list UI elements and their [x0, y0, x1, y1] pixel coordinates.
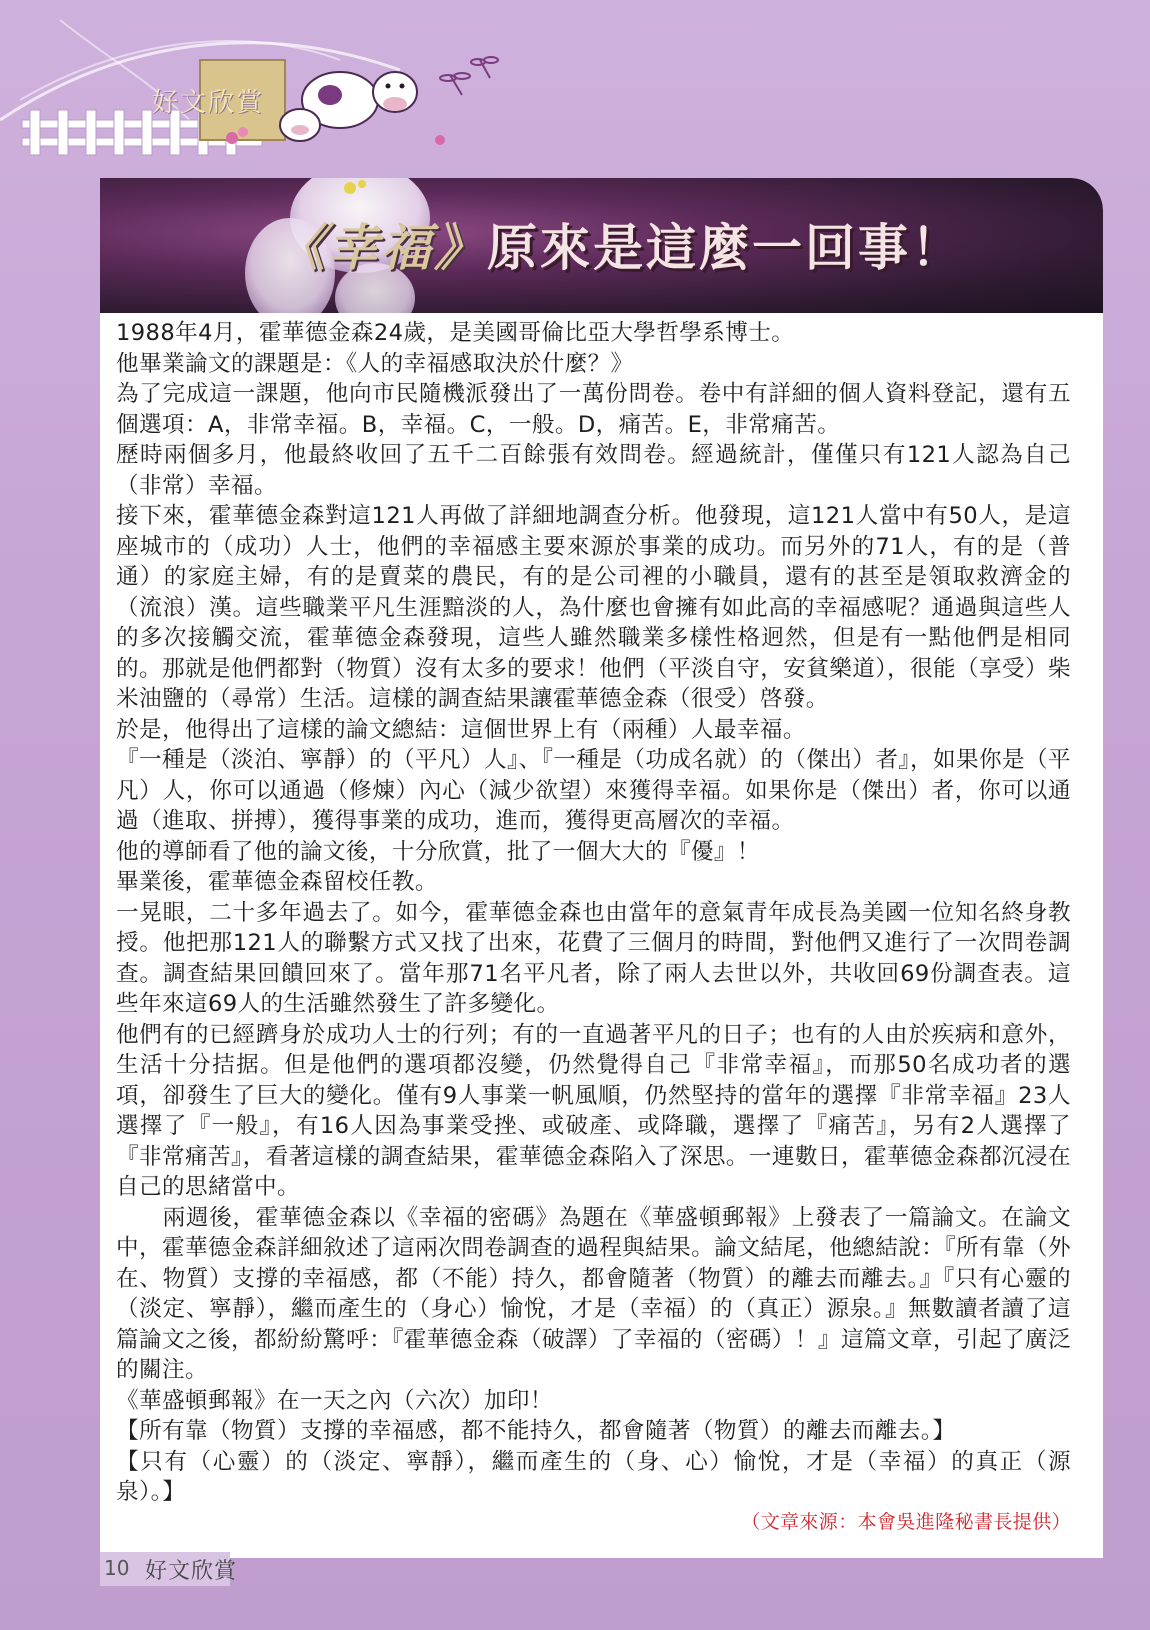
- article-card: [100, 178, 1103, 1558]
- paragraph: 他畢業論文的課題是：《人的幸福感取決於什麼？》: [116, 350, 634, 377]
- paragraph: 『一種是（淡泊、寧靜）的（平凡）人』、『一種是（功成名就）的（傑出）者』，如果你是（平凡）人，你可以通過（修煉）內心（減少欲望）來獲得幸福。如果你是（傑出）者，你可以通過（進取、拼搏），獲得事業的成功，進而，獲得更高層次的幸福。: [116, 747, 1071, 834]
- article-title: [275, 208, 964, 280]
- dragonfly-icon: [440, 57, 498, 95]
- paragraph: 【只有（心靈）的（淡定、寧靜），繼而產生的（身、心）愉悅，才是（幸福）的真正（源泉）。】: [116, 1448, 1071, 1505]
- paragraph: 畢業後，霍華德金森留校任教。: [116, 869, 438, 895]
- cow-icon: [280, 72, 417, 141]
- section-tag: 好文欣賞: [152, 88, 265, 118]
- paragraph: 他們有的已經躋身於成功人士的行列；有的一直過著平凡的日子；也有的人由於疾病和意外，生活十分拮据。但是他們的選項都沒變，仍然覺得自己『非常幸福』，而那50名成功者的選項，卻發生了巨大的變化。僅有9人事業一帆風順，仍然堅持的當年的選擇『非常幸福』23人選擇了『一般』，有16人因為事業受挫、或破產、或降職，選擇了『痛苦』，另有2人選擇了『非常痛苦』，看著這樣的調查結果，霍華德金森陷入了深思。一連數日，霍華德金森都沉浸在自己的思緒當中。: [116, 1021, 1071, 1200]
- paragraph: 《華盛頓郵報》在一天之內（六次）加印！: [116, 1387, 553, 1414]
- paragraph: 他的導師看了他的論文後，十分欣賞，批了一個大大的『優』！: [116, 838, 760, 865]
- paragraph: 一晃眼，二十多年過去了。如今，霍華德金森也由當年的意氣青年成長為美國一位知名終身教授。他把那121人的聯繫方式又找了出來，花費了三個月的時間，對他們又進行了一次問卷調查。調查結果回饋回來了。當年那71名平凡者，除了兩人去世以外，共收回69份調查表。這些年來這69人的生活雖然發生了許多變化。: [116, 899, 1071, 1017]
- fence-illustration: [0, 0, 560, 175]
- paragraph: 接下來，霍華德金森對這121人再做了詳細地調查分析。他發現，這121人當中有50人，是這座城市的（成功）人士，他們的幸福感主要來源於事業的成功。而另外的71人，有的是（普通）的家庭主婦，有的是賣菜的農民，有的是公司裡的小職員，還有的甚至是領取救濟金的（流浪）漢。這些職業平凡生涯黯淡的人，為什麼也會擁有如此高的幸福感呢？通過與這些人的多次接觸交流，霍華德金森發現，這些人雖然職業多樣性格迥然，但是有一點他們是相同的。那就是他們都對（物質）沒有太多的要求！他們（平淡自守，安貧樂道），很能（享受）柴米油鹽的（尋常）生活。這樣的調查結果讓霍華德金森（很受）啓發。: [116, 503, 1071, 712]
- footer-section-label: 好文欣賞: [145, 1559, 238, 1584]
- title-banner: [100, 178, 1103, 313]
- paragraph: 【所有靠（物質）支撐的幸福感，都不能持久，都會隨著（物質）的離去而離去。】: [116, 1418, 956, 1444]
- page-number: 10: [104, 1556, 130, 1580]
- paragraph: 兩週後，霍華德金森以《幸福的密碼》為題在《華盛頓郵報》上發表了一篇論文。在論文中，霍華德金森詳細敘述了這兩次問卷調查的過程與結果。論文結尾，他總結說：『所有靠（外在、物質）支撐的幸福感，都（不能）持久，都會隨著（物質）的離去而離去。』『只有心靈的（淡定、寧靜），繼而產生的（身心）愉悅，才是（幸福）的（真正）源泉。』無數讀者讀了這篇論文之後，都紛紛驚呼：『霍華德金森（破譯）了幸福的（密碼）！』這篇文章，引起了廣泛的關注。: [116, 1204, 1071, 1383]
- paragraph: 為了完成這一課題，他向市民隨機派發出了一萬份問卷。卷中有詳細的個人資料登記，還有五個選項：A，非常幸福。B，幸福。C，一般。D，痛苦。E，非常痛苦。: [116, 381, 1071, 438]
- article-body: [116, 318, 1071, 1536]
- article-source: （文章來源：本會吳進隆秘書長提供）: [741, 1510, 1071, 1533]
- title-accent: 《幸福》: [275, 219, 487, 277]
- title-main: 原來是這麼一回事！: [487, 219, 964, 277]
- header-decoration: [0, 0, 1150, 175]
- paragraph: 歷時兩個多月，他最終收回了五千二百餘張有效問卷。經過統計，僅僅只有121人認為自己（非常）幸福。: [116, 442, 1071, 499]
- paragraph: 於是，他得出了這樣的論文總結：這個世界上有（兩種）人最幸福。: [116, 716, 806, 743]
- paragraph: 1988年4月，霍華德金森24歲，是美國哥倫比亞大學哲學系博士。: [116, 320, 795, 346]
